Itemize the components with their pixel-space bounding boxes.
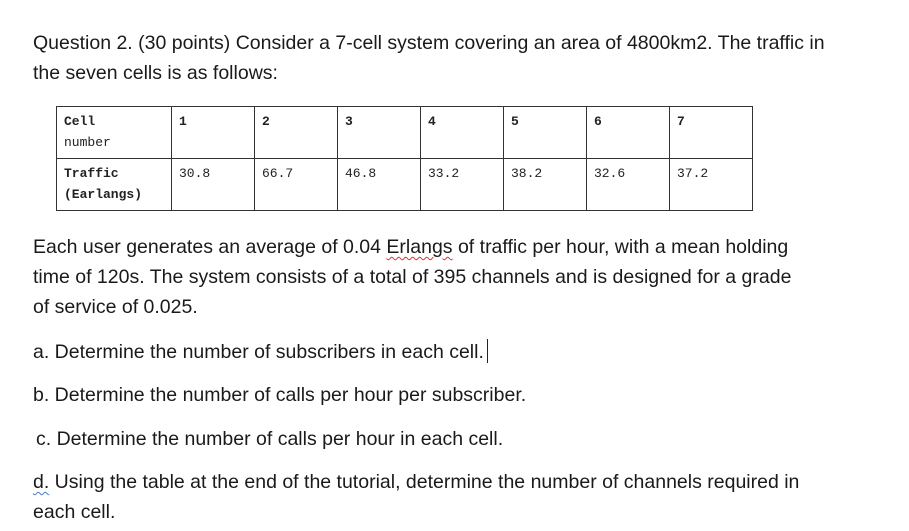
traffic-value: 38.2 [504, 159, 587, 211]
question-b: b. Determine the number of calls per hour per subscriber. [33, 384, 527, 406]
question-d [33, 467, 813, 527]
cell-number: 3 [338, 107, 421, 159]
cell-number: 1 [172, 107, 255, 159]
spellcheck-word: Erlangs [386, 236, 453, 258]
grammar-flag: d. [33, 471, 50, 493]
traffic-value: 32.6 [587, 159, 670, 211]
header-label: Cell [64, 114, 96, 129]
traffic-value: 30.8 [172, 159, 255, 211]
table-row-traffic [57, 159, 753, 211]
header-label: (Earlangs) [64, 187, 143, 202]
problem-description [33, 232, 813, 322]
cell-number: 5 [504, 107, 587, 159]
traffic-value: 46.8 [338, 159, 421, 211]
description-text: Each user generates an average of 0.04 [33, 236, 387, 258]
cell-number: 6 [587, 107, 670, 159]
question-c: c. Determine the number of calls per hour in each cell. [36, 428, 504, 450]
question-intro: Question 2. (30 points) Consider a 7-cell system covering an area of 4800km2. The traffic in the seven cells is as follows: [33, 32, 825, 84]
question-a-text: a. Determine the number of subscribers in each cell. [33, 341, 484, 363]
cell-number: 4 [421, 107, 504, 159]
traffic-table [56, 106, 753, 211]
question-a [33, 337, 488, 367]
description-text: of traffic per hour, with a mean holding time of 120s. The system consists of a total of 395 channels and is designed for a grade of service of 0.025. [33, 236, 792, 318]
cell-number: 7 [670, 107, 753, 159]
text-cursor [487, 339, 488, 363]
traffic-value: 66.7 [255, 159, 338, 211]
question-d-text: Using the table at the end of the tutorial, determine the number of channels required in each cell. [33, 471, 800, 523]
row-header-traffic [57, 159, 172, 211]
traffic-value: 33.2 [421, 159, 504, 211]
traffic-value: 37.2 [670, 159, 753, 211]
cell-number: 2 [255, 107, 338, 159]
header-label: number [64, 135, 111, 150]
row-header-cell-number [57, 107, 172, 159]
header-label: Traffic [64, 166, 119, 181]
table-row-cell-number [57, 107, 753, 159]
